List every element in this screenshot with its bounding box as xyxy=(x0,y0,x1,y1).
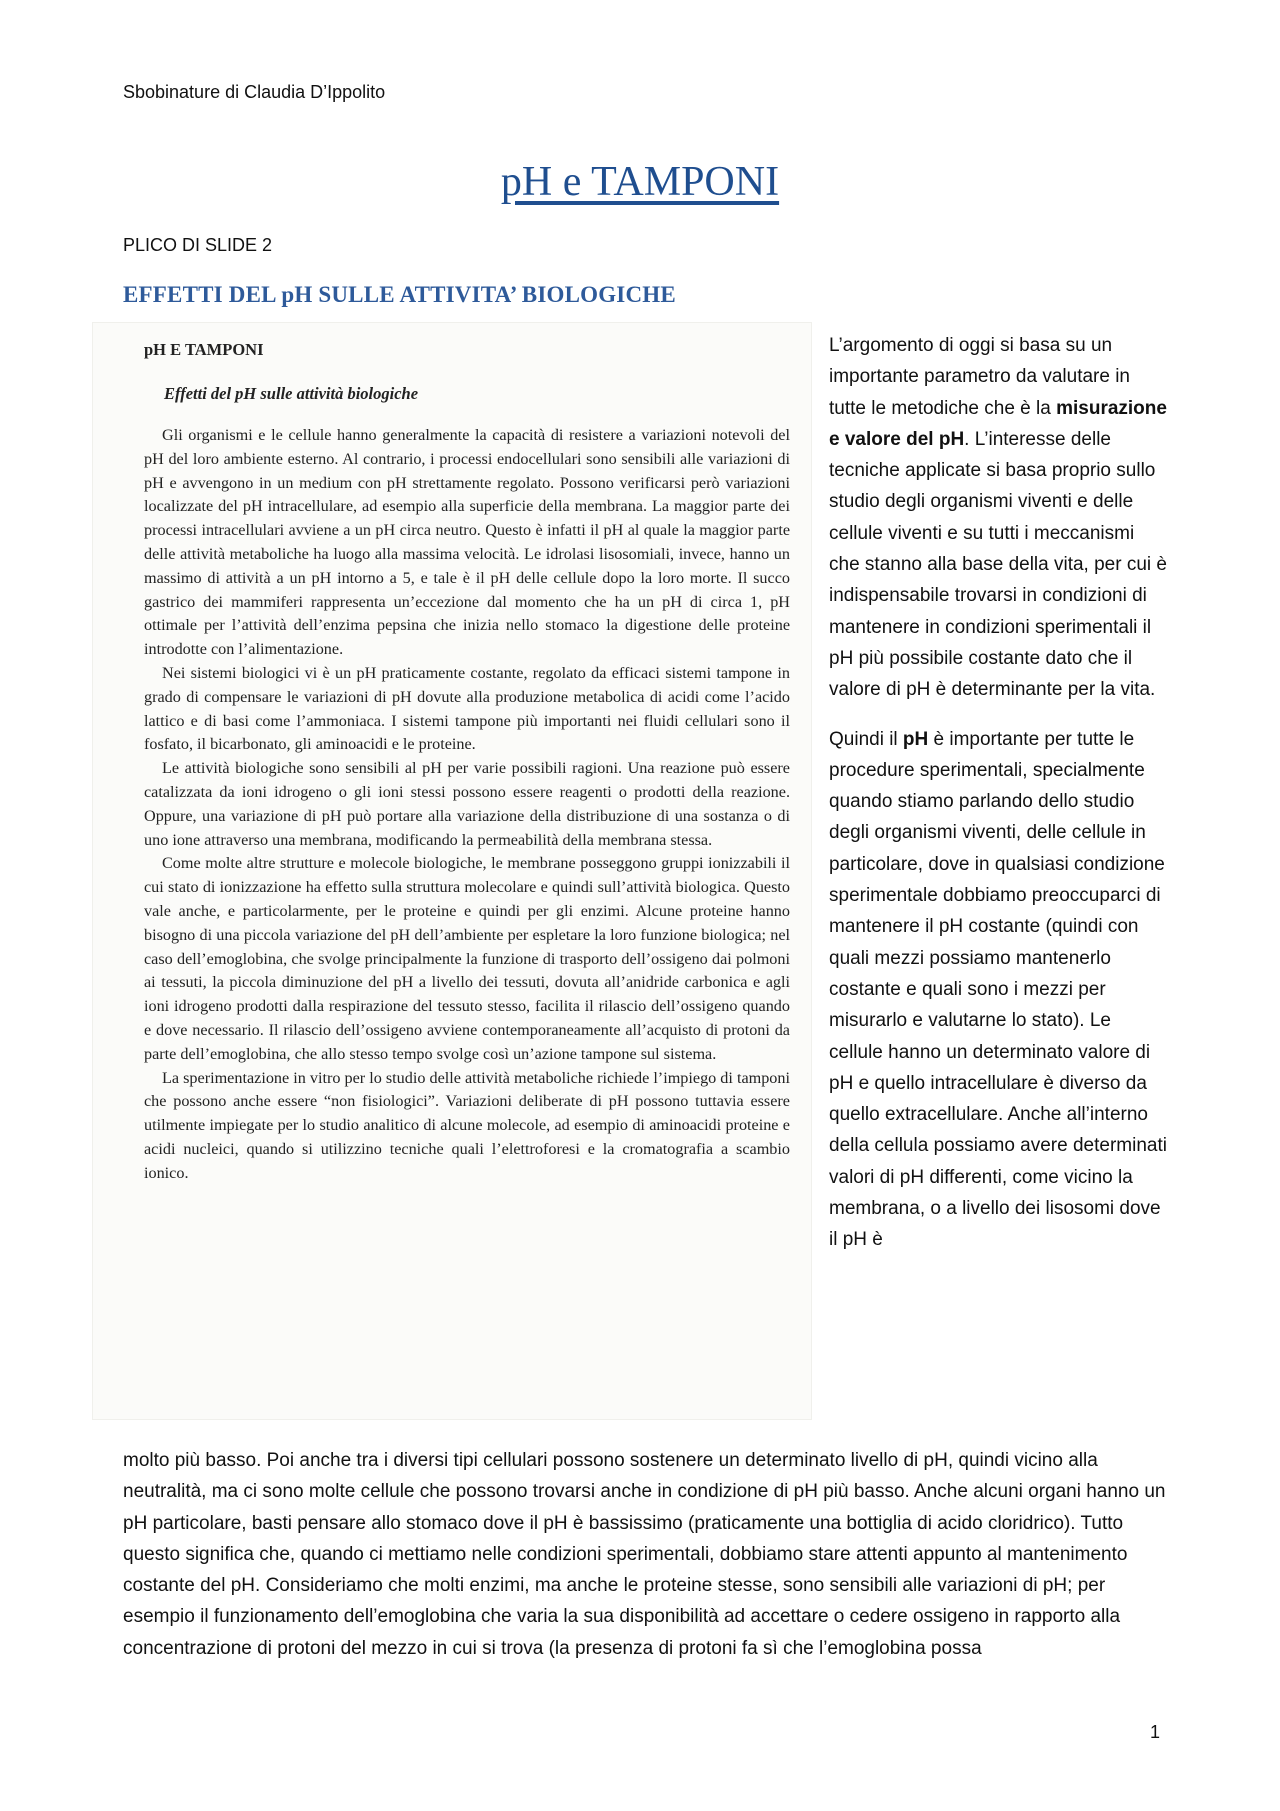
text-run: Quindi il xyxy=(829,728,903,750)
text-run: L’argomento di oggi si basa su un importante parametro da valutare in tutte le metodiche che è la xyxy=(829,335,1130,419)
page-number: 1 xyxy=(1150,1722,1161,1742)
scan-paragraph: Le attività biologiche sono sensibili al pH per varie possibili ragioni. Una reazione può essere catalizzata da ioni idrogeno o gli ioni stessi possono essere reagenti o prodotti della reazione. Oppure, una variazione di pH può portare alla variazione della distribuzione di una sostanza o di uno ione attraverso una membrana, modificando la permeabilità della membrana stessa. xyxy=(144,759,790,849)
scan-title: pH E TAMPONI xyxy=(144,340,264,359)
continuation-paragraph: molto più basso. Poi anche tra i diversi tipi cellulari possono sostenere un determinato livello di pH, quindi vicino alla neutralità, ma ci sono molte cellule che possono trovarsi anche in condizione di pH più basso. Anche alcuni organi hanno un pH particolare, basti pensare allo stomaco dove il pH è bassissimo (praticamente una bottiglia di acido cloridrico). Tutto questo significa che, quando ci mettiamo nelle condizioni sperimentali, dobbiamo stare attenti appunto al mantenimento costante del pH. Consideriamo che molti enzimi, ma anche le proteine stesse, sono sensibili alle variazioni di pH; per esempio il funzionamento dell’emoglobina che varia la sua disponibilità ad accettare o cedere ossigeno in rapporto alla concentrazione di protoni del mezzo in cui si trova (la presenza di protoni fa sì che l’emoglobina possa xyxy=(123,1450,1166,1659)
scan-paragraph: Gli organismi e le cellule hanno generalmente la capacità di resistere a variazioni notevoli del pH del loro ambiente esterno. Al contrario, i processi endocellulari sono sensibili alle variazioni di pH e avvengono in un medium con pH strettamente regolato. Possono verificarsi però variazioni localizzate del pH intracellulare, ad esempio alla superficie della membrana. La maggior parte dei processi intracellulari avviene a un pH circa neutro. Questo è infatti il pH al quale la maggior parte delle attività metaboliche ha luogo alla massima velocità. Le idrolasi lisosomiali, invece, hanno un massimo di attività a un pH intorno a 5, e tale è il pH delle cellule dopo la loro morte. Il succo gastrico dei mammiferi rappresenta un’eccezione dal momento che ha un pH di circa 1, pH ottimale per l’attività dell’enzima pepsina che inizia nello stomaco la digestione delle proteine introdotte con l’alimentazione. xyxy=(144,426,790,659)
slide-label: PLICO DI SLIDE 2 xyxy=(123,235,273,255)
document-title: pH e TAMPONI xyxy=(500,159,780,205)
scan-paragraph: La sperimentazione in vitro per lo studio delle attività metaboliche richiede l’impiego di tamponi che possono anche essere “non fisiologici”. Variazioni deliberate di pH possono tuttavia essere utilmente impiegate per lo studio analitico di alcune molecole, ad esempio di aminoacidi proteine e acidi nucleici, quando si utilizzino tecniche quali l’elettroforesi e la cromatografia a scambio ionico. xyxy=(144,1068,790,1182)
section-heading: EFFETTI DEL pH SULLE ATTIVITA’ BIOLOGICHE xyxy=(123,282,676,307)
bold-term: pH xyxy=(902,728,929,750)
side-paragraph-1 xyxy=(829,330,1169,706)
scan-paragraph: Come molte altre strutture e molecole biologiche, le membrane posseggono gruppi ionizzabili il cui stato di ionizzazione ha effetto sulla struttura molecolare e quindi sull’attività biologica. Questo vale anche, e particolarmente, per le proteine e quindi per gli enzimi. Alcune proteine hanno bisogno di una piccola variazione del pH dell’ambiente per espletare la loro funzione biologica; nel caso dell’emoglobina, che svolge principalmente la funzione di trasporto dell’ossigeno dai polmoni ai tessuti, la piccola diminuzione del pH a livello dei tessuti, dovuta all’anidride carbonica e agli ioni idrogeno prodotti dalla respirazione del tessuto stesso, facilita il rilascio dell’ossigeno quando e dove necessario. Il rilascio dell’ossigeno avviene contemporaneamente all’acquisto di protoni da parte dell’emoglobina, che allo stesso tempo svolge così un’azione tampone sul sistema. xyxy=(144,854,790,1063)
scan-content xyxy=(144,340,790,1186)
side-paragraph-2 xyxy=(829,724,1169,1256)
scan-paragraph: Nei sistemi biologici vi è un pH praticamente costante, regolato da efficaci sistemi tampone in grado di compensare le variazioni di pH dovute alla produzione metabolica di acidi come l’acido lattico e di basi come l’ammoniaca. I sistemi tampone più importanti nei fluidi cellulari sono il fosfato, il bicarbonato, gli aminoacidi e le proteine. xyxy=(144,663,790,754)
side-text-column xyxy=(829,330,1169,1256)
header-author: Sbobinature di Claudia D’Ippolito xyxy=(123,82,386,102)
scan-subtitle: Effetti del pH sulle attività biologiche xyxy=(164,384,419,403)
scanned-textbook-excerpt xyxy=(92,322,812,1420)
text-run: è importante per tutte le procedure sperimentali, specialmente quando stiamo parlando dello studio degli organismi viventi, delle cellule in particolare, dove in qualsiasi condizione sperimentale dobbiamo preoccuparci di mantenere il pH costante (quindi con quali mezzi possiamo mantenerlo costante e quali sono i mezzi per misurarlo e valutarne lo stato). Le cellule hanno un determinato valore di pH e quello intracellulare è diverso da quello extracellulare. Anche all’interno della cellula possiamo avere determinati valori di pH differenti, come vicino la membrana, o a livello dei lisosomi dove il pH è xyxy=(829,728,1167,1251)
text-run: . L’interesse delle tecniche applicate si basa proprio sullo studio degli organismi viventi e delle cellule viventi e su tutti i meccanismi che stanno alla base della vita, per cui è indispensabile trovarsi in condizioni di mantenere in condizioni sperimentali il pH più possibile costante dato che il valore di pH è determinante per la vita. xyxy=(829,428,1167,701)
bold-term: misurazione e valore del pH xyxy=(829,397,1167,450)
